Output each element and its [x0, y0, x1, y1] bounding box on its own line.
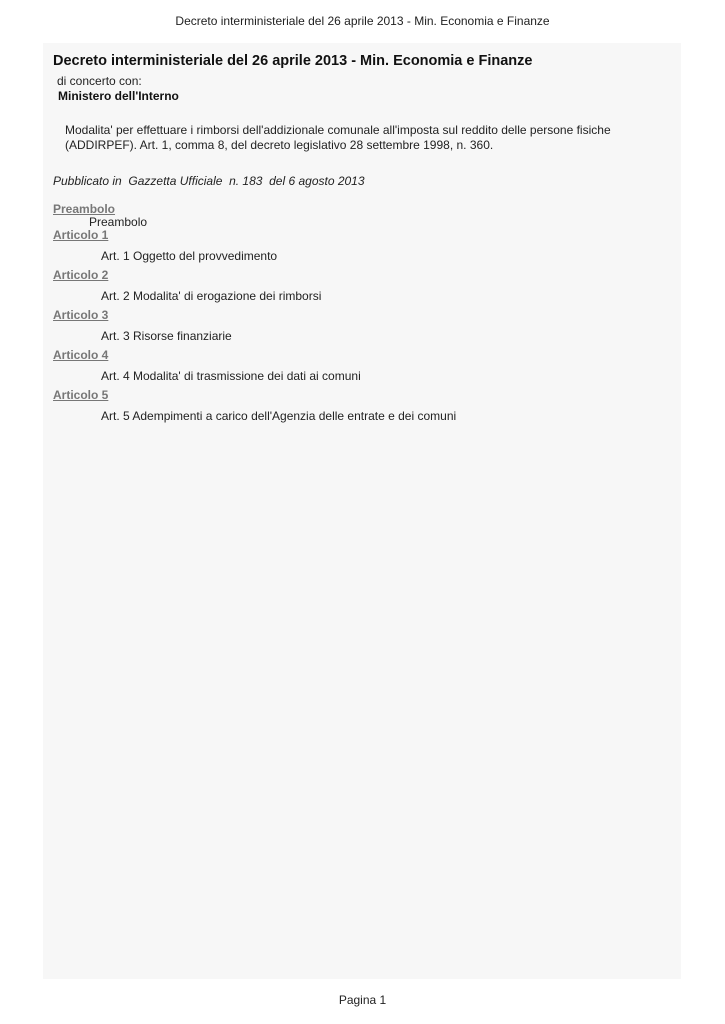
toc-item-art-5: Art. 5 Adempimenti a carico dell'Agenzia delle entrate e dei comuni — [101, 409, 457, 423]
ministry-name: Ministero dell'Interno — [58, 89, 179, 103]
toc-item-art-3: Art. 3 Risorse finanziarie — [101, 329, 232, 343]
toc-link-preambolo[interactable]: Preambolo — [53, 202, 116, 216]
concert-label: di concerto con: — [57, 74, 142, 88]
toc-link-articolo-5[interactable]: Articolo 5 — [53, 388, 109, 402]
document-title: Decreto interministeriale del 26 aprile 2013 - Min. Economia e Finanze — [53, 53, 533, 69]
publication-info: Pubblicato in Gazzetta Ufficiale n. 183 del 6 agosto 2013 — [53, 174, 365, 188]
toc-link-articolo-1[interactable]: Articolo 1 — [53, 228, 109, 242]
toc-item-art-1: Art. 1 Oggetto del provvedimento — [101, 249, 278, 263]
toc-item-preambolo: Preambolo — [89, 215, 148, 229]
toc-link-articolo-2[interactable]: Articolo 2 — [53, 268, 109, 282]
toc-item-art-4: Art. 4 Modalita' di trasmissione dei dati ai comuni — [101, 369, 361, 383]
subject-line-1: Modalita' per effettuare i rimborsi dell'addizionale comunale all'imposta sul reddito delle persone fisiche — [65, 123, 611, 137]
page-number: Pagina 1 — [338, 993, 387, 1007]
table-of-contents — [53, 203, 671, 423]
toc-item-art-2: Art. 2 Modalita' di erogazione dei rimborsi — [101, 289, 322, 303]
subject-line-2: (ADDIRPEF). Art. 1, comma 8, del decreto legislativo 28 settembre 1998, n. 360. — [65, 138, 494, 152]
page-header: Decreto interministeriale del 26 aprile 2013 - Min. Economia e Finanze — [175, 14, 550, 28]
toc-link-articolo-4[interactable]: Articolo 4 — [53, 348, 109, 362]
toc-link-articolo-3[interactable]: Articolo 3 — [53, 308, 109, 322]
document-panel — [43, 43, 681, 979]
document-subject — [65, 123, 671, 153]
